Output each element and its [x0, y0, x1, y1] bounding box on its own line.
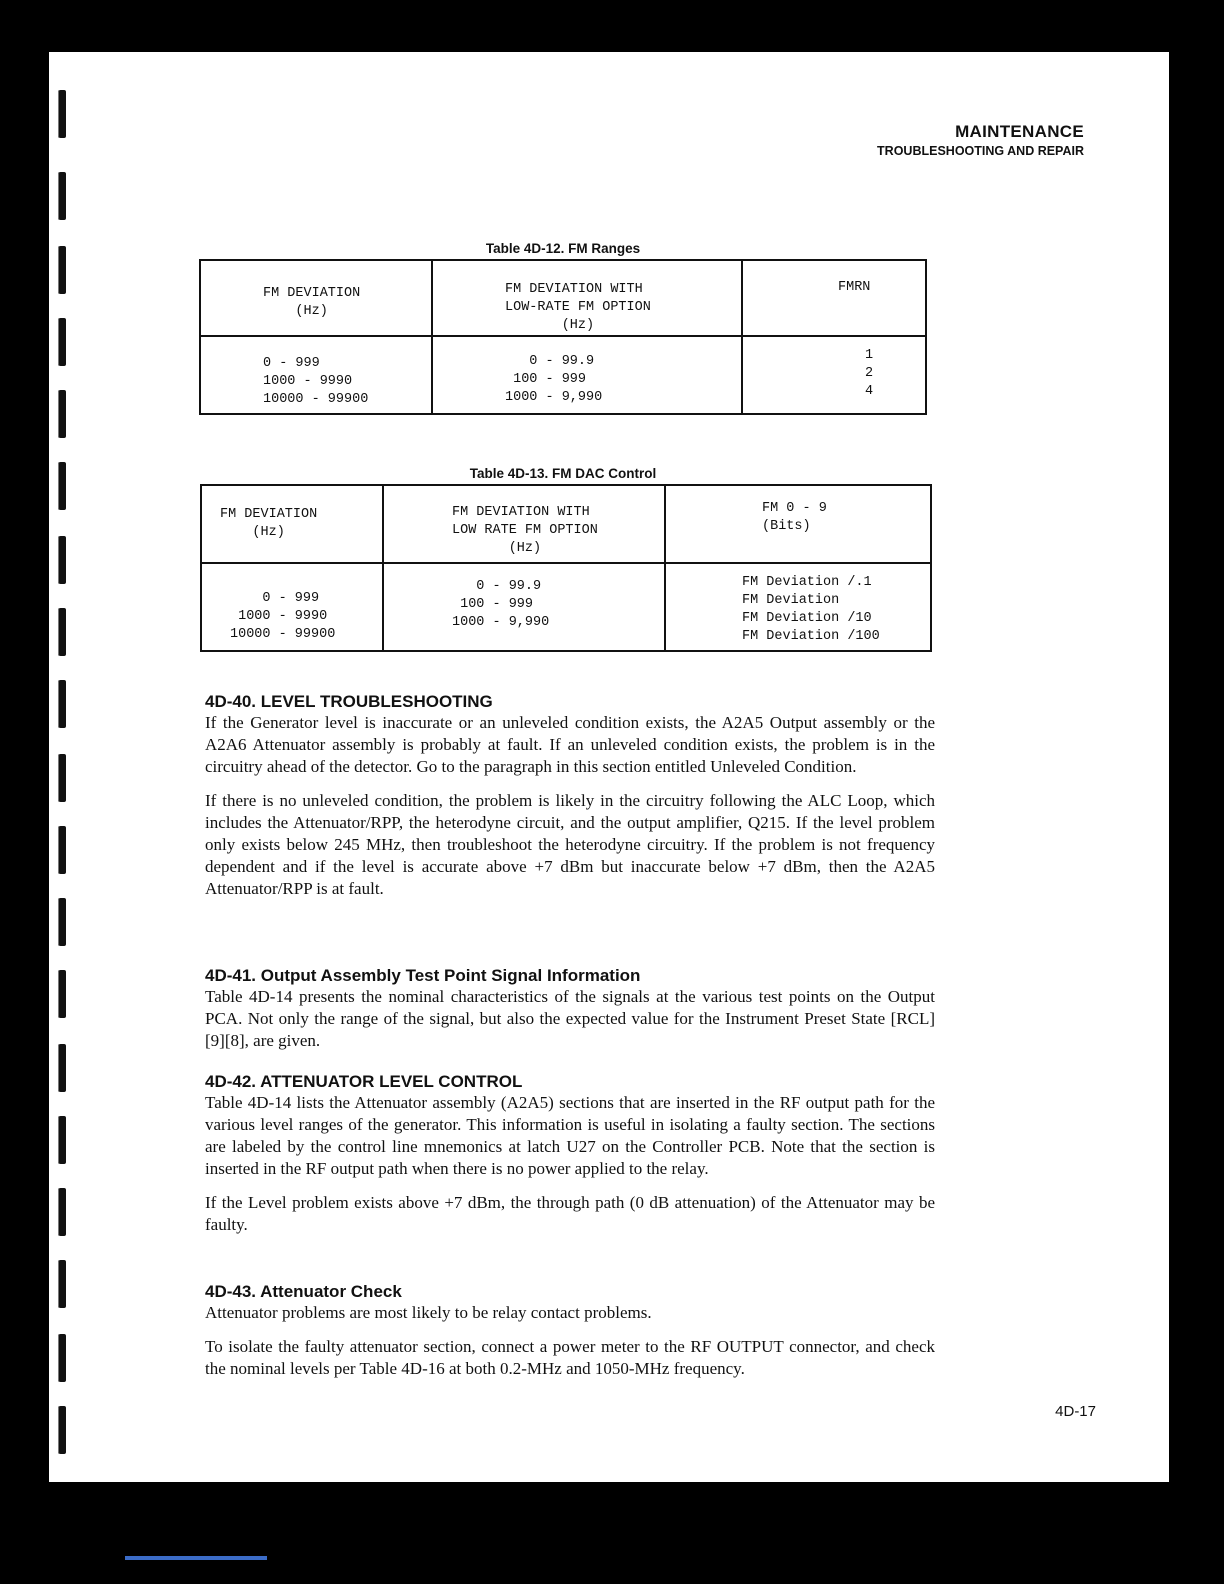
header-subtitle: TROUBLESHOOTING AND REPAIR	[877, 144, 1084, 158]
table1-fm-ranges	[199, 259, 927, 415]
section-4d-42-para-2: If the Level problem exists above +7 dBm, the through path (0 dB attenuation) of the Attenuator may be faulty.	[205, 1193, 935, 1234]
section-4d-40-para-1: If the Generator level is inaccurate or an unleveled condition exists, the A2A5 Output assembly or the A2A6 Attenuator assembly is probably at fault. If an unleveled condition exists, the problem is in the circuitry ahead of the detector. Go to the paragraph in this section entitled Unleveled Condition.	[205, 713, 935, 776]
page-number: 4D-17	[1055, 1403, 1096, 1420]
table2-fm-dac-control	[200, 484, 932, 652]
table2-caption: Table 4D-13. FM DAC Control	[469, 466, 657, 481]
table2-col1-values: 0 - 999 1000 - 9990 10000 - 99900	[230, 591, 336, 642]
section-4d-43-para-1: Attenuator problems are most likely to be relay contact problems.	[205, 1303, 652, 1322]
table1-col2-values: 0 - 99.9 100 - 999 1000 - 9,990	[505, 354, 603, 405]
table2-header-2: FM DEVIATION WITH LOW RATE FM OPTION (Hz)	[452, 505, 598, 556]
section-4d-42-heading: 4D-42. ATTENUATOR LEVEL CONTROL	[205, 1072, 523, 1091]
section-4d-41-heading: 4D-41. Output Assembly Test Point Signal Information	[205, 966, 641, 985]
table2-header-3: FM 0 - 9 (Bits)	[762, 501, 827, 534]
section-4d-43-para-2: To isolate the faulty attenuator section, connect a power meter to the RF OUTPUT connector, and check the nominal levels per Table 4D-16 at both 0.2-MHz and 1050-MHz frequency.	[205, 1337, 935, 1378]
section-4d-41-para-1: Table 4D-14 presents the nominal characteristics of the signals at the various test points on the Output PCA. Not only the range of the signal, but also the expected value for the Instrument Preset State [RCL] [9][8], are given.	[205, 987, 935, 1050]
section-4d-41	[205, 966, 935, 1052]
table1-col1-values: 0 - 999 1000 - 9990 10000 - 99900	[263, 356, 369, 407]
table1-header-2: FM DEVIATION WITH LOW-RATE FM OPTION (Hz)	[505, 282, 651, 333]
table2-header-1: FM DEVIATION (Hz)	[220, 507, 318, 540]
binder-holes	[58, 90, 74, 1490]
scan-edge-bar	[125, 1556, 267, 1560]
section-4d-40-para-2: If there is no unleveled condition, the problem is likely in the circuitry following the ALC Loop, which includes the Attenuator/RPP, the heterodyne circuit, and the output amplifier, Q215. If the level problem only exists below 245 MHz, then troubleshoot the heterodyne circuitry. If the problem is not frequency dependent and if the level is accurate above +7 dBm but inaccurate below +7 dBm, then the A2A5 Attenuator/RPP is at fault.	[205, 791, 935, 898]
section-4d-43	[205, 1282, 935, 1380]
table2-col3-values: FM Deviation /.1 FM Deviation FM Deviation /10 FM Deviation /100	[742, 575, 880, 644]
section-4d-40	[205, 692, 935, 900]
table1-header-1: FM DEVIATION (Hz)	[263, 286, 361, 319]
header-title: MAINTENANCE	[955, 122, 1084, 141]
table2-col2-values: 0 - 99.9 100 - 999 1000 - 9,990	[452, 579, 550, 630]
section-4d-42	[205, 1072, 935, 1236]
table1-caption: Table 4D-12. FM Ranges	[485, 241, 641, 256]
section-4d-43-heading: 4D-43. Attenuator Check	[205, 1282, 402, 1301]
table1-header-3: FMRN	[838, 280, 871, 295]
page-header	[877, 122, 1084, 158]
section-4d-42-para-1: Table 4D-14 lists the Attenuator assembly (A2A5) sections that are inserted in the RF output path for the various level ranges of the generator. This information is useful in isolating a faulty section. The sections are labeled by the control line mnemonics at latch U27 on the Controller PCB. Note that the section is inserted in the RF output path when there is no power applied to the relay.	[205, 1093, 935, 1178]
section-4d-40-heading: 4D-40. LEVEL TROUBLESHOOTING	[205, 692, 493, 711]
table1-col3-values: 1 2 4	[865, 348, 874, 399]
